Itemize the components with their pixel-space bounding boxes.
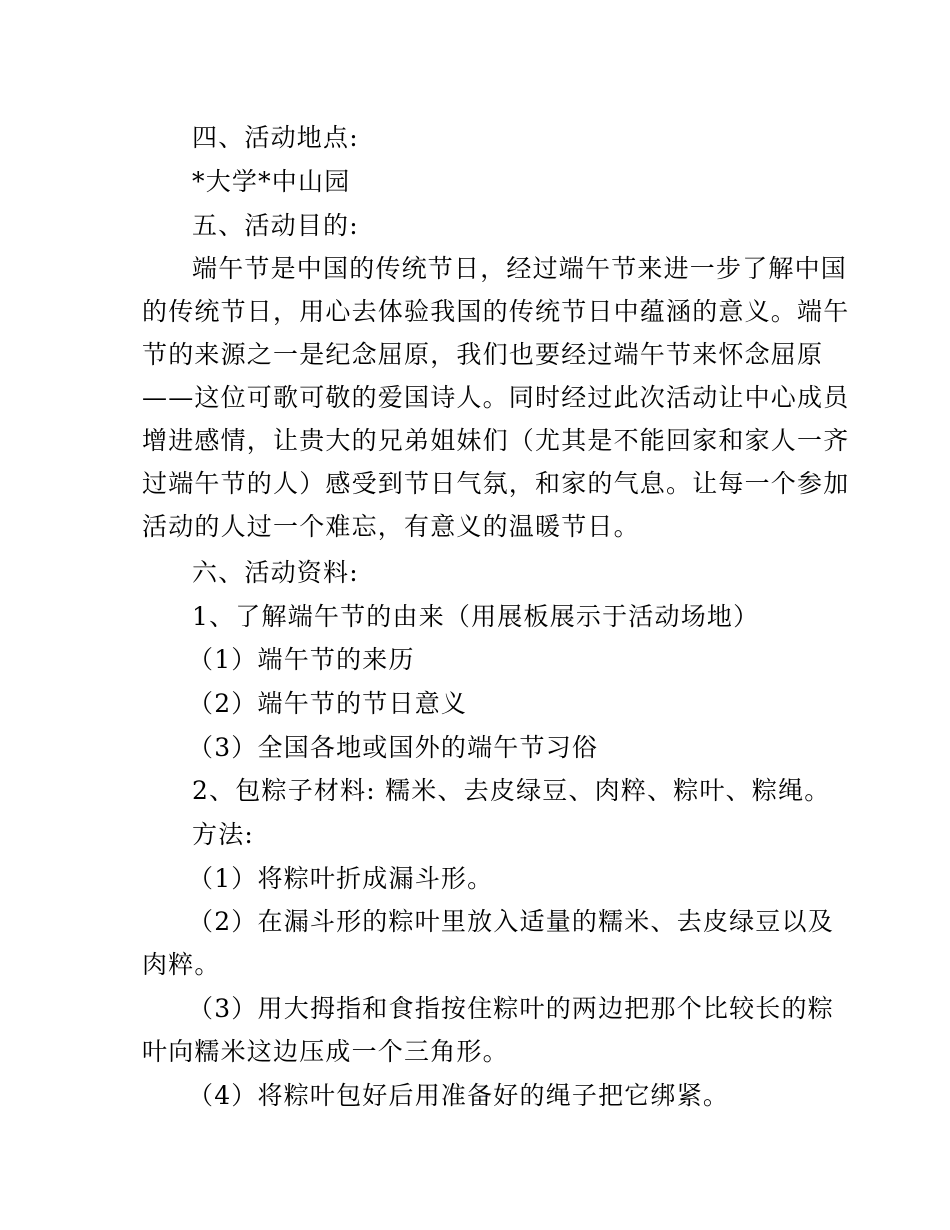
location-text: *大学*中山园: [192, 167, 351, 196]
purpose-paragraph-line-1: 端午节是中国的传统节日，经过端午节来进一步了解中国: [192, 254, 848, 283]
method-heading: 方法:: [192, 820, 255, 849]
purpose-paragraph-line-2: 的传统节日，用心去体验我国的传统节日中蕴涵的意义。端午: [142, 297, 850, 326]
method-step-2-line-2: 肉粹。: [142, 950, 221, 979]
section-heading-purpose: 五、活动目的:: [192, 211, 359, 240]
method-step-1: （1）将粽叶折成漏斗形。: [188, 864, 494, 893]
purpose-paragraph-line-5: 增进感情，让贵大的兄弟姐妹们（尤其是不能回家和家人一齐: [142, 426, 850, 455]
list-item-materials: 2、包粽子材料: 糯米、去皮绿豆、肉粹、粽叶、粽绳。: [192, 776, 831, 805]
section-heading-location: 四、活动地点:: [192, 123, 359, 152]
sub-item-meaning: （2）端午节的节日意义: [188, 689, 468, 718]
purpose-paragraph-line-3: 节的来源之一是纪念屈原，我们也要经过端午节来怀念屈原: [142, 340, 824, 369]
list-item-origin: 1、了解端午节的由来（用展板展示于活动场地）: [192, 602, 760, 631]
method-step-3-line-1: （3）用大拇指和食指按住粽叶的两边把那个比较长的粽: [188, 994, 834, 1023]
method-step-2-line-1: （2）在漏斗形的粽叶里放入适量的糯米、去皮绿豆以及: [188, 907, 834, 936]
sub-item-customs: （3）全国各地或国外的端午节习俗: [188, 733, 599, 762]
purpose-paragraph-line-4: ——这位可歌可敬的爱国诗人。同时经过此次活动让中心成员: [142, 383, 850, 412]
purpose-paragraph-line-6: 过端午节的人）感受到节日气氛，和家的气息。让每一个参加: [142, 469, 850, 498]
sub-item-history: （1）端午节的来历: [188, 645, 415, 674]
method-step-3-line-2: 叶向糯米这边压成一个三角形。: [142, 1037, 509, 1066]
section-heading-materials: 六、活动资料:: [192, 558, 359, 587]
method-step-4: （4）将粽叶包好后用准备好的绳子把它绑紧。: [188, 1081, 730, 1110]
purpose-paragraph-line-7: 活动的人过一个难忘，有意义的温暖节日。: [142, 512, 640, 541]
